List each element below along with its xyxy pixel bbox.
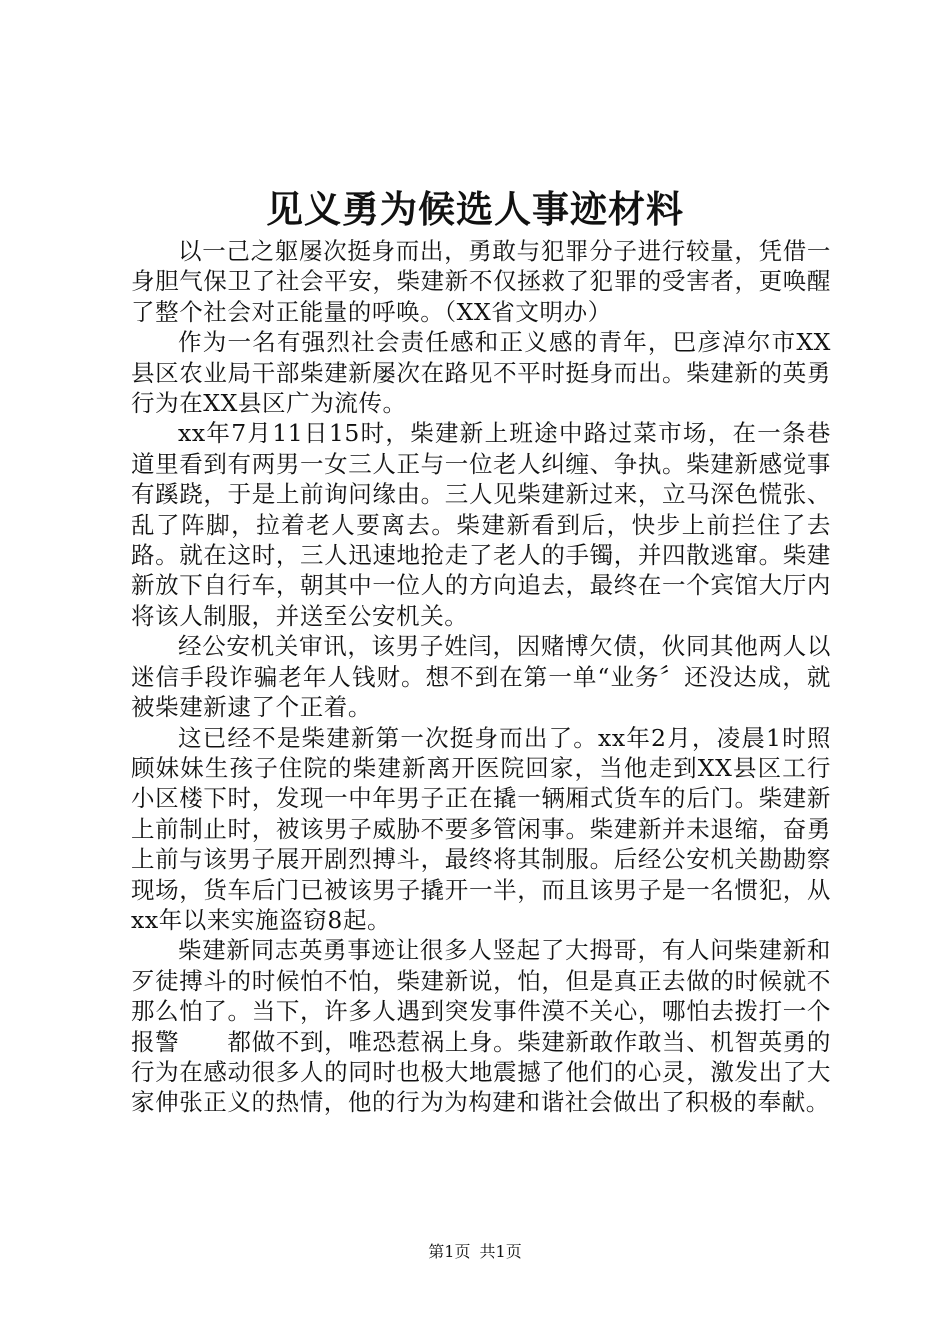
paragraph-conclusion: 柴建新同志英勇事迹让很多人竖起了大拇哥，有人问柴建新和歹徒搏斗的时候怕不怕，柴建新说，怕，但是真正去做的时候就不那么怕了。当下，许多人遇到突发事件漠不关心，哪怕去拨打一个报警 都做不到，唯恐惹祸上身。柴建新敢作敢当、机智英勇的行为在感动很多人的同时也极大地震撼了他们的心灵，激发出了大家伸张正义的热情，他的行为为构建和谐社会做出了积极的奉献。 [131, 936, 831, 1117]
paragraph-intro: 以一己之躯屡次挺身而出，勇敢与犯罪分子进行较量，凭借一身胆气保卫了社会平安，柴建新不仅拯救了犯罪的受害者，更唤醒了整个社会对正能量的呼唤。（XX省文明办） [131, 237, 831, 326]
page-number: 第1页 [428, 1242, 471, 1261]
document-title: 见义勇为候选人事迹材料 [266, 187, 684, 231]
paragraph-incident-one: xx年7月11日15时，柴建新上班途中路过菜市场，在一条巷道里看到有两男一女三人正与一位老人纠缠、争执。柴建新感觉事有蹊跷，于是上前询问缘由。三人见柴建新过来，立马深色慌张、乱了阵脚，拉着老人要离去。柴建新看到后，快步上前拦住了去路。就在这时，三人迅速地抢走了老人的手镯，并四散逃窜。柴建新放下自行车，朝其中一位人的方向追去，最终在一个宾馆大厅内将该人制服，并送至公安机关。 [131, 419, 831, 630]
paragraph-background: 作为一名有强烈社会责任感和正义感的青年，巴彦淖尔市XX县区农业局干部柴建新屡次在路见不平时挺身而出。柴建新的英勇行为在XX县区广为流传。 [131, 328, 831, 418]
paragraph-investigation: 经公安机关审讯，该男子姓闫，因赌博欠债，伙同其他两人以迷信手段诈骗老年人钱财。想不到在第一单“业务〞还没达成，就被柴建新逮了个正着。 [131, 632, 831, 722]
page-footer [0, 1241, 950, 1263]
paragraph-incident-two: 这已经不是柴建新第一次挺身而出了。xx年2月，凌晨1时照顾妹妹生孩子住院的柴建新离开医院回家，当他走到XX县区工行小区楼下时，发现一中年男子正在撬一辆厢式货车的后门。柴建新上前制止时，被该男子威胁不要多管闲事。柴建新并未退缩，奋勇上前与该男子展开剧烈搏斗，最终将其制服。后经公安机关勘勘察现场，货车后门已被该男子撬开一半，而且该男子是一名惯犯，从xx年以来实施盗窃8起。 [131, 723, 831, 934]
document-body [131, 236, 831, 1118]
page-total: 共1页 [479, 1242, 522, 1261]
